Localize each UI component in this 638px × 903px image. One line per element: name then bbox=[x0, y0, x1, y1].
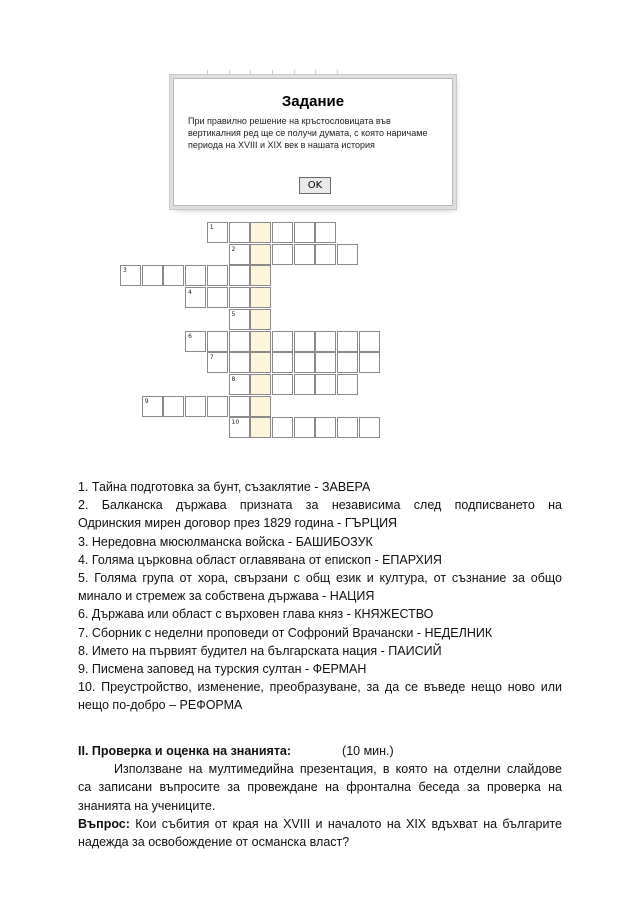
section-2-para-line-1: Използване на мултимедийна презентация, в която на отделни слайдове bbox=[114, 762, 562, 777]
grid-cell[interactable] bbox=[272, 374, 293, 395]
clue-10-cont: нещо по-добро – РЕФОРМА bbox=[78, 698, 243, 713]
question-line-2: надежда за освобождение от османска власт? bbox=[78, 835, 350, 850]
grid-cell[interactable] bbox=[185, 287, 206, 308]
grid-key-cell[interactable] bbox=[250, 352, 271, 373]
grid-cell[interactable] bbox=[337, 352, 358, 373]
grid-cell[interactable] bbox=[315, 331, 336, 352]
grid-cell[interactable] bbox=[315, 244, 336, 265]
clue-number: 4 bbox=[188, 289, 192, 297]
grid-key-cell[interactable] bbox=[250, 396, 271, 417]
grid-cell[interactable] bbox=[337, 417, 358, 438]
grid-key-cell[interactable] bbox=[250, 222, 271, 243]
grid-cell[interactable] bbox=[142, 265, 163, 286]
grid-cell[interactable] bbox=[294, 244, 315, 265]
grid-key-cell[interactable] bbox=[250, 309, 271, 330]
grid-cell[interactable] bbox=[207, 331, 228, 352]
section-2 bbox=[78, 742, 562, 851]
clue-2: 2. Балканска държава призната за независима след подписването на bbox=[78, 498, 562, 513]
grid-cell[interactable] bbox=[359, 352, 380, 373]
grid-cell[interactable] bbox=[229, 352, 250, 373]
grid-cell[interactable] bbox=[185, 396, 206, 417]
grid-cell[interactable] bbox=[163, 265, 184, 286]
ok-button[interactable]: OK bbox=[299, 177, 331, 194]
grid-cell[interactable] bbox=[229, 331, 250, 352]
clue-9: 9. Писмена заповед на турския султан - ФЕРМАН bbox=[78, 662, 367, 677]
section-2-para-line-2: са записани въпросите за провеждане на фронтална беседа за проверка на bbox=[78, 780, 562, 795]
grid-cell[interactable] bbox=[185, 265, 206, 286]
grid-key-cell[interactable] bbox=[250, 265, 271, 286]
grid-cell[interactable] bbox=[142, 396, 163, 417]
clue-number: 8 bbox=[231, 375, 236, 383]
grid-cell[interactable] bbox=[294, 352, 315, 373]
clue-7: 7. Сборник с неделни проповеди от Софроний Врачански - НЕДЕЛНИК bbox=[78, 625, 493, 640]
dialog-title: Задание bbox=[281, 93, 345, 110]
grid-cell[interactable] bbox=[229, 222, 250, 243]
grid-cell[interactable] bbox=[272, 331, 293, 352]
grid-cell[interactable] bbox=[229, 265, 250, 286]
grid-cell[interactable] bbox=[337, 331, 358, 352]
grid-cell[interactable] bbox=[207, 352, 228, 373]
grid-cell[interactable] bbox=[294, 417, 315, 438]
grid-cell[interactable] bbox=[207, 396, 228, 417]
question-line-1: Въпрос: Кои събития от края на XVIII и началото на XIX вдъхват на българите bbox=[78, 816, 562, 831]
section-2-heading: II. Проверка и оценка на знанията: bbox=[78, 744, 292, 758]
grid-cell[interactable] bbox=[229, 287, 250, 308]
grid-key-cell[interactable] bbox=[250, 374, 271, 395]
clue-4: 4. Голяма църковна област оглавявана от епископ - ЕПАРХИЯ bbox=[78, 552, 442, 567]
grid-cell[interactable] bbox=[272, 244, 293, 265]
grid-cell[interactable] bbox=[272, 352, 293, 373]
grid-cell[interactable] bbox=[163, 396, 184, 417]
grid-cell[interactable] bbox=[315, 222, 336, 243]
grid-cell[interactable] bbox=[337, 244, 358, 265]
grid-cell[interactable] bbox=[229, 374, 250, 395]
clue-5: 5. Голяма група от хора, свързани с общ език и култура, от съзнание за общо bbox=[78, 571, 562, 586]
clue-6: 6. Държава или област с върховен глава княз - КНЯЖЕСТВО bbox=[78, 607, 434, 622]
clue-1: 1. Тайна подготовка за бунт, съзаклятие - ЗАВЕРА bbox=[78, 480, 371, 494]
dialog-text: При правилно решение на кръстословицата във вертикалния ред ще се получи думата, с която наричаме периода на XVIII и XIX век в нашата история bbox=[188, 116, 428, 150]
clue-number: 3 bbox=[123, 267, 127, 275]
clue-10: 10. Преустройство, изменение, преобразуване, за да се въведе нещо ново или bbox=[78, 680, 562, 695]
grid-cell[interactable] bbox=[315, 374, 336, 395]
clue-number: 5 bbox=[231, 310, 236, 318]
grid-key-cell[interactable] bbox=[250, 244, 271, 265]
grid-cell[interactable] bbox=[294, 374, 315, 395]
question-label: Въпрос: bbox=[78, 816, 130, 831]
grid-cell[interactable] bbox=[185, 331, 206, 352]
section-2-para-line-3: знанията на учениците. bbox=[78, 798, 216, 813]
grid-cell[interactable] bbox=[229, 417, 250, 438]
grid-cell[interactable] bbox=[120, 265, 141, 286]
clue-number: 10 bbox=[231, 419, 240, 427]
grid-cell[interactable] bbox=[229, 309, 250, 330]
clue-8: 8. Името на първият будител на българската нация - ПАИСИЙ bbox=[78, 643, 442, 658]
grid-cell[interactable] bbox=[337, 374, 358, 395]
grid-cell[interactable] bbox=[272, 417, 293, 438]
grid-cell[interactable] bbox=[229, 244, 250, 265]
clue-number: 2 bbox=[231, 245, 236, 253]
section-2-heading-row bbox=[78, 742, 562, 760]
grid-cell[interactable] bbox=[207, 222, 228, 243]
grid-cell[interactable] bbox=[315, 417, 336, 438]
clue-number: 9 bbox=[144, 397, 149, 405]
grid-cell[interactable] bbox=[207, 265, 228, 286]
task-dialog bbox=[173, 78, 453, 206]
clue-3: 3. Нередовна мюсюлманска войска - БАШИБОЗУК bbox=[78, 534, 373, 549]
grid-cell[interactable] bbox=[359, 331, 380, 352]
grid-key-cell[interactable] bbox=[250, 331, 271, 352]
clue-2-cont: Одринския мирен договор през 1829 година - ГЪРЦИЯ bbox=[78, 516, 398, 531]
clue-number: 6 bbox=[188, 332, 192, 340]
grid-cell[interactable] bbox=[272, 222, 293, 243]
grid-cell[interactable] bbox=[207, 287, 228, 308]
grid-key-cell[interactable] bbox=[250, 417, 271, 438]
clue-5-cont: минало и стремеж за собствена държава - НАЦИЯ bbox=[78, 589, 375, 604]
grid-key-cell[interactable] bbox=[250, 287, 271, 308]
section-2-duration: (10 мин.) bbox=[342, 744, 394, 758]
grid-cell[interactable] bbox=[229, 396, 250, 417]
grid-cell[interactable] bbox=[315, 352, 336, 373]
clues-list bbox=[78, 478, 562, 715]
clue-number: 1 bbox=[209, 224, 214, 231]
grid-cell[interactable] bbox=[294, 331, 315, 352]
clue-number: 7 bbox=[209, 354, 214, 362]
grid-cell[interactable] bbox=[359, 417, 380, 438]
grid-cell[interactable] bbox=[294, 222, 315, 243]
